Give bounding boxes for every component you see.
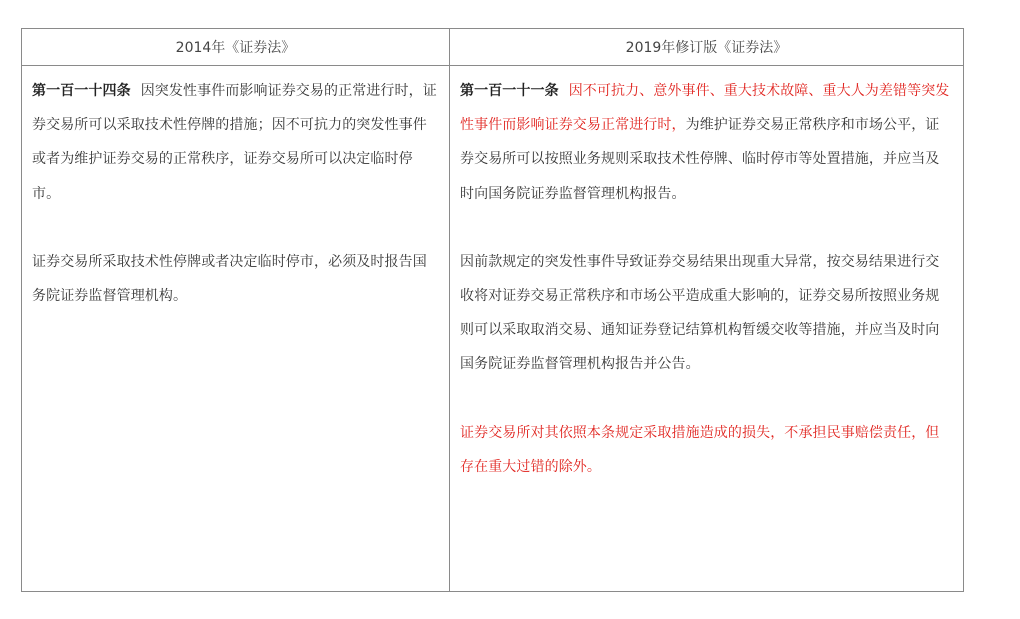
paragraph-gap — [460, 382, 953, 416]
left-article-number: 第一百一十四条 — [32, 83, 131, 99]
right-paragraph-1 — [460, 74, 953, 211]
right-paragraph-1-text: 为维护证券交易正常秩序和市场公平，证券交易所可以按照业务规则采取技术性停牌、临时停市等处置措施，并应当及时向国务院证券监督管理机构报告。 — [460, 117, 940, 202]
header-2019-label: 2019年修订版《证券法》 — [625, 40, 788, 56]
right-paragraph-2: 因前款规定的突发性事件导致证券交易结果出现重大异常，按交易结果进行交收将对证券交易正常秩序和市场公平造成重大影响的，证券交易所按照业务规则可以采取取消交易、通知证券登记结算机构暂缓交收等措施，并应当及时向国务院证券监督管理机构报告并公告。 — [460, 253, 940, 373]
header-2019-law — [450, 29, 963, 66]
cell-2019-law-text — [450, 66, 963, 591]
header-2014-label: 2014年《证券法》 — [175, 40, 296, 56]
header-2014-law — [22, 29, 450, 66]
left-paragraph-1-text: 因突发性事件而影响证券交易的正常进行时，证券交易所可以采取技术性停牌的措施；因不可抗力的突发性事件或者为维护证券交易的正常秩序，证券交易所可以决定临时停市。 — [32, 83, 437, 202]
right-paragraph-1-changed-text: 因不可抗力、意外事件、重大技术故障、重大人为差错等突发性事件而影响证券交易正常进行时， — [460, 83, 950, 134]
left-paragraph-1 — [32, 74, 439, 211]
paragraph-gap — [460, 211, 953, 245]
cell-2014-law-text — [22, 66, 450, 591]
right-paragraph-3-changed-text: 证券交易所对其依照本条规定采取措施造成的损失，不承担民事赔偿责任，但存在重大过错的除外。 — [460, 424, 940, 475]
paragraph-gap — [32, 211, 439, 245]
left-paragraph-2: 证券交易所采取技术性停牌或者决定临时停市，必须及时报告国务院证券监督管理机构。 — [32, 253, 427, 305]
right-article-number: 第一百一十一条 — [460, 83, 559, 99]
law-comparison-table — [21, 28, 964, 592]
